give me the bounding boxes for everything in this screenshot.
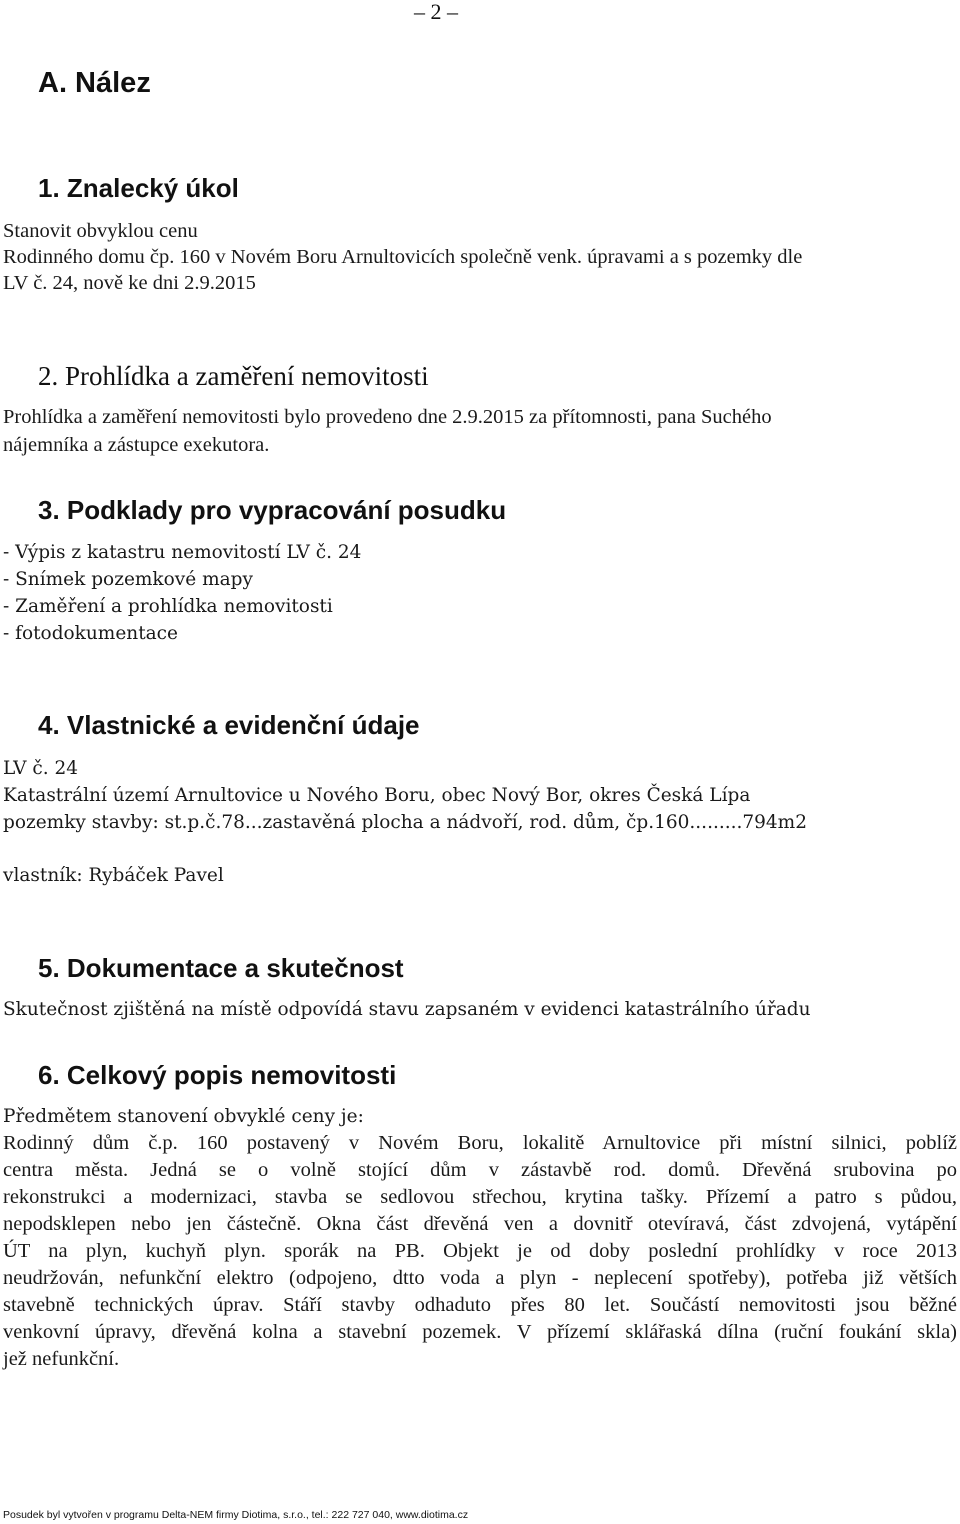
section-6-paragraph — [3, 1130, 957, 1373]
section-6-heading: 6. Celkový popis nemovitosti — [38, 1060, 397, 1090]
section-2-line: nájemníka a zástupce exekutora. — [3, 434, 270, 456]
section-3-list-item: - Výpis z katastru nemovitostí LV č. 24 — [3, 542, 362, 563]
paragraph-line: neudržován, nefunkční elektro (odpojeno, dtto voda a plyn - neplecení spotřeby), potřeba již větších — [3, 1267, 957, 1289]
section-3-list-item: - Zaměření a prohlídka nemovitosti — [3, 596, 333, 617]
paragraph-line: stavebně technických úprav. Stáří stavby odhaduto přes 80 let. Součástí nemovitosti jsou běžné — [3, 1294, 957, 1316]
section-5-heading: 5. Dokumentace a skutečnost — [38, 953, 404, 983]
section-1-line: LV č. 24, nově ke dni 2.9.2015 — [3, 272, 256, 294]
paragraph-line: ÚT na plyn, kuchyň plyn. sporák na PB. Objekt je od doby poslední prohlídky v roce 2013 — [3, 1240, 957, 1262]
section-4-line: pozemky stavby: st.p.č.78...zastavěná plocha a nádvoří, rod. dům, čp.160.........794m2 — [3, 812, 807, 833]
section-2-heading: 2. Prohlídka a zaměření nemovitosti — [38, 361, 429, 391]
section-4-heading: 4. Vlastnické a evidenční údaje — [38, 710, 420, 740]
paragraph-line: nepodsklepen nebo jen částečně. Okna část dřevěná ven a dovnitř otevíravá, část zdvojená, vytápění — [3, 1213, 957, 1235]
section-4-owner: vlastník: Rybáček Pavel — [3, 865, 224, 886]
section-1-line: Rodinného domu čp. 160 v Novém Boru Arnultovicích společně venk. úpravami a s pozemky dle — [3, 246, 803, 268]
paragraph-line: rekonstrukci a modernizaci, stavba se sedlovou střechou, krytina tašky. Přízemí a patro s půdou, — [3, 1186, 957, 1208]
paragraph-line: centra města. Jedná se o volně stojící dům v zástavbě rod. domů. Dřevěná srubovina po — [3, 1159, 957, 1181]
section-1-line: Stanovit obvyklou cenu — [3, 220, 198, 242]
section-6-intro: Předmětem stanovení obvyklé ceny je: — [3, 1106, 364, 1127]
section-3-heading: 3. Podklady pro vypracování posudku — [38, 495, 507, 525]
section-5-line: Skutečnost zjištěná na místě odpovídá stavu zapsaném v evidenci katastrálního úřadu — [3, 999, 811, 1020]
document-title: A. Nález — [38, 67, 151, 99]
section-4-line: Katastrální území Arnultovice u Nového Boru, obec Nový Bor, okres Česká Lípa — [3, 785, 751, 806]
page-number: – 2 – — [414, 0, 458, 24]
section-3-list-item: - fotodokumentace — [3, 623, 178, 644]
paragraph-line: Rodinný dům č.p. 160 postavený v Novém Boru, lokalitě Arnultovice při místní silnici, poblíž — [3, 1132, 957, 1154]
paragraph-line: jež nefunkční. — [3, 1348, 120, 1370]
footer-note: Posudek byl vytvořen v programu Delta-NEM firmy Diotima, s.r.o., tel.: 222 727 040, www.diotima.cz — [3, 1509, 469, 1521]
paragraph-line: venkovní úpravy, dřevěná kolna a stavební pozemek. V přízemí sklářaská dílna (ruční foukání skla) — [3, 1321, 957, 1343]
section-1-heading: 1. Znalecký úkol — [38, 173, 239, 203]
section-3-list-item: - Snímek pozemkové mapy — [3, 569, 253, 590]
section-4-line: LV č. 24 — [3, 758, 78, 779]
section-2-line: Prohlídka a zaměření nemovitosti bylo provedeno dne 2.9.2015 za přítomnosti, pana Suchého — [3, 406, 772, 428]
